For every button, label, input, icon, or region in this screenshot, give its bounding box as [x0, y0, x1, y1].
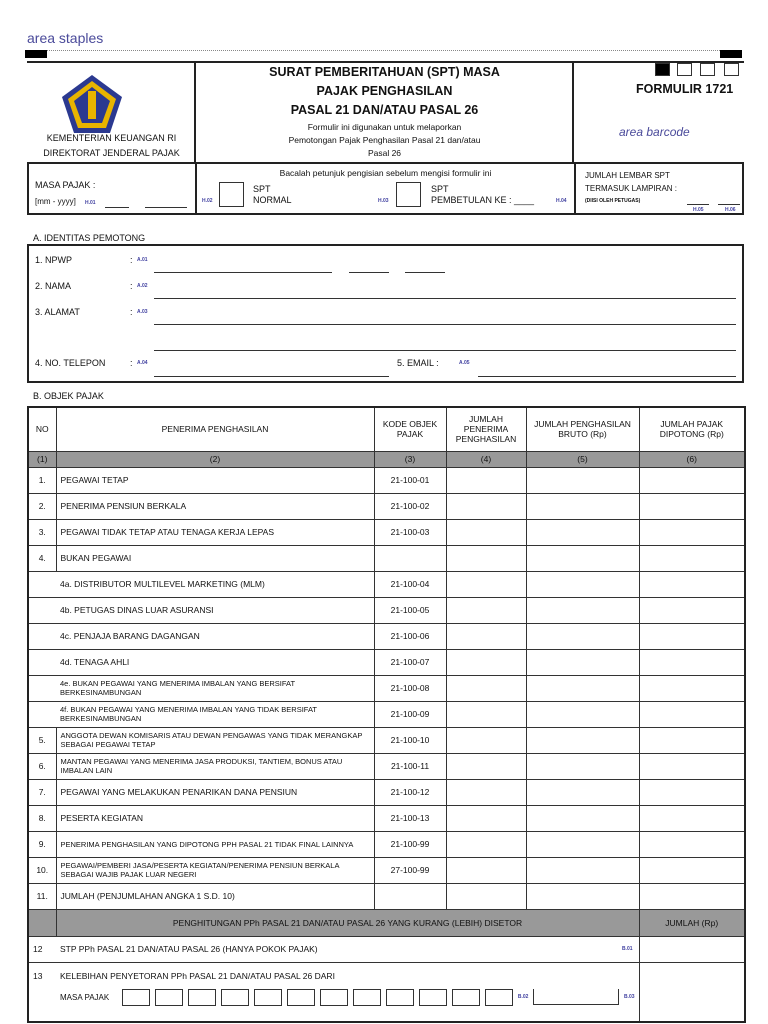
column-number: (6) — [639, 451, 745, 467]
row-jumlah-penerima[interactable] — [446, 883, 526, 909]
spt-label: SPT — [253, 184, 271, 194]
table-row — [28, 675, 745, 701]
row-no: 5. — [28, 727, 56, 753]
row-code: 21-100-02 — [374, 493, 446, 519]
row-no — [28, 623, 56, 649]
identitas-pemotong — [27, 244, 744, 383]
row-jumlah-penerima[interactable] — [446, 857, 526, 883]
form-description: Formulir ini digunakan untuk melaporkan — [307, 122, 462, 132]
row-code: 21-100-06 — [374, 623, 446, 649]
barcode-area: area barcode — [619, 125, 690, 139]
telepon-input[interactable] — [154, 376, 389, 377]
sheet-count-input[interactable] — [718, 204, 740, 205]
row-bruto[interactable] — [526, 753, 639, 779]
form-description: Pemotongan Pajak Penghasilan Pasal 21 dan/atau — [288, 135, 481, 145]
table-row — [28, 805, 745, 831]
column-number: (3) — [374, 451, 446, 467]
spt-normal-checkbox[interactable] — [219, 182, 244, 207]
jumlah-lembar-label: TERMASUK LAMPIRAN : — [585, 184, 678, 193]
row-bruto[interactable] — [526, 493, 639, 519]
row-no: 7. — [28, 779, 56, 805]
row-jumlah-penerima[interactable] — [446, 831, 526, 857]
row-bruto[interactable] — [526, 545, 639, 571]
row-bruto[interactable] — [526, 779, 639, 805]
row-bruto[interactable] — [526, 675, 639, 701]
telepon-label: 4. NO. TELEPON — [35, 358, 106, 368]
email-input[interactable] — [478, 376, 736, 377]
row-code: 21-100-07 — [374, 649, 446, 675]
row-bruto[interactable] — [526, 467, 639, 493]
row-desc: JUMLAH (PENJUMLAHAN ANGKA 1 S.D. 10) — [56, 883, 374, 909]
row-bruto[interactable] — [526, 727, 639, 753]
field-code: A.05 — [459, 360, 470, 366]
table-row — [28, 623, 745, 649]
row-12-amount[interactable] — [639, 936, 745, 962]
field-code: H.06 — [725, 207, 736, 213]
month-checkbox[interactable] — [254, 989, 282, 1006]
row-no: 8. — [28, 805, 56, 831]
row-dipotong[interactable] — [639, 883, 745, 909]
table-row — [28, 857, 745, 883]
masa-pajak-label: MASA PAJAK : — [35, 180, 96, 190]
table-row — [28, 493, 745, 519]
field-code: A.04 — [137, 360, 148, 366]
row-dipotong[interactable] — [639, 519, 745, 545]
row-desc: PEGAWAI TIDAK TETAP ATAU TENAGA KERJA LEPAS — [56, 519, 374, 545]
row-desc: 4f. BUKAN PEGAWAI YANG MENERIMA IMBALAN YANG TIDAK BERSIFAT BERKESINAMBUNGAN — [56, 701, 374, 727]
row-jumlah-penerima[interactable] — [446, 727, 526, 753]
row-jumlah-penerima[interactable] — [446, 545, 526, 571]
month-checkbox[interactable] — [122, 989, 150, 1006]
masa-pajak-label: MASA PAJAK — [60, 992, 110, 1002]
period-section — [27, 162, 744, 215]
row-jumlah-penerima[interactable] — [446, 675, 526, 701]
row-bruto[interactable] — [526, 805, 639, 831]
row-dipotong[interactable] — [639, 779, 745, 805]
npwp-input[interactable] — [349, 272, 389, 273]
row-desc: 4a. DISTRIBUTOR MULTILEVEL MARKETING (MLM) — [56, 571, 374, 597]
row-dipotong[interactable] — [639, 805, 745, 831]
row-jumlah-penerima[interactable] — [446, 779, 526, 805]
calc-header: PENGHITUNGAN PPh PASAL 21 DAN/ATAU PASAL 26 YANG KURANG (LEBIH) DISETOR — [56, 909, 639, 936]
spt-label: SPT — [431, 184, 449, 194]
row-code: 21-100-08 — [374, 675, 446, 701]
row-no: 11. — [28, 883, 56, 909]
field-code: H.04 — [556, 198, 567, 204]
row-12-desc: STP PPh PASAL 21 DAN/ATAU PASAL 26 (HANYA POKOK PAJAK) — [60, 944, 318, 954]
table-row — [28, 753, 745, 779]
calc-blank — [28, 909, 56, 936]
row-jumlah-penerima[interactable] — [446, 805, 526, 831]
month-checkbox[interactable] — [155, 989, 183, 1006]
row-jumlah-penerima[interactable] — [446, 519, 526, 545]
column-number: (5) — [526, 451, 639, 467]
row-dipotong[interactable] — [639, 701, 745, 727]
row-no: 13 — [28, 962, 56, 1022]
row-code: 21-100-13 — [374, 805, 446, 831]
row-13-desc: KELEBIHAN PENYETORAN PPh PASAL 21 DAN/ATAU PASAL 26 DARI — [60, 970, 335, 981]
npwp-input[interactable] — [405, 272, 445, 273]
field-code: H.03 — [378, 198, 389, 204]
area-staples-label: area staples — [27, 30, 104, 46]
row-dipotong[interactable] — [639, 831, 745, 857]
row-desc: ANGGOTA DEWAN KOMISARIS ATAU DEWAN PENGAWAS YANG TIDAK MERANGKAP SEBAGAI PEGAWAI TETAP — [56, 727, 374, 753]
year-input[interactable] — [533, 989, 618, 1005]
row-bruto[interactable] — [526, 623, 639, 649]
calc-amount-header: JUMLAH (Rp) — [639, 909, 745, 936]
row-desc: PENERIMA PENSIUN BERKALA — [56, 493, 374, 519]
row-desc: PEGAWAI YANG MELAKUKAN PENARIKAN DANA PENSIUN — [56, 779, 374, 805]
nama-label: 2. NAMA — [35, 281, 72, 291]
month-checkbox[interactable] — [485, 989, 513, 1006]
row-code: 21-100-09 — [374, 701, 446, 727]
row-bruto[interactable] — [526, 883, 639, 909]
row-dipotong[interactable] — [639, 571, 745, 597]
row-no: 9. — [28, 831, 56, 857]
row-dipotong[interactable] — [639, 545, 745, 571]
row-jumlah-penerima[interactable] — [446, 701, 526, 727]
row-no — [28, 675, 56, 701]
row-no — [28, 701, 56, 727]
row-code: 21-100-03 — [374, 519, 446, 545]
alamat-input[interactable] — [154, 324, 736, 325]
row-code: 27-100-99 — [374, 857, 446, 883]
colon: : — [130, 307, 133, 317]
row-13-amount[interactable] — [639, 962, 745, 1022]
row-no: 1. — [28, 467, 56, 493]
form-header — [27, 61, 744, 161]
row-code: 21-100-99 — [374, 831, 446, 857]
email-label: 5. EMAIL : — [397, 358, 439, 368]
field-code: B.01 — [621, 945, 633, 952]
row-no — [28, 597, 56, 623]
month-checkbox[interactable] — [188, 989, 216, 1006]
pembetulan-label[interactable]: PEMBETULAN KE : ____ — [431, 195, 535, 205]
form-description: Pasal 26 — [367, 148, 402, 158]
header-penerima: PENERIMA PENGHASILAN — [56, 407, 374, 451]
row-bruto[interactable] — [526, 597, 639, 623]
form-number: FORMULIR 1721 — [636, 82, 734, 96]
row-jumlah-penerima[interactable] — [446, 623, 526, 649]
table-row — [28, 701, 745, 727]
ministry-logo-icon — [60, 73, 124, 135]
table-row — [28, 467, 745, 493]
colon: : — [130, 255, 133, 265]
row-jumlah-penerima[interactable] — [446, 753, 526, 779]
row-code — [374, 883, 446, 909]
column-number: (1) — [28, 451, 56, 467]
section-a-title: A. IDENTITAS PEMOTONG — [33, 233, 146, 243]
row-bruto[interactable] — [526, 857, 639, 883]
row-dipotong[interactable] — [639, 649, 745, 675]
nama-input[interactable] — [154, 298, 736, 299]
row-bruto[interactable] — [526, 519, 639, 545]
month-checkbox[interactable] — [320, 989, 348, 1006]
row-bruto[interactable] — [526, 571, 639, 597]
row-no: 10. — [28, 857, 56, 883]
year-input[interactable] — [145, 207, 187, 208]
row-dipotong[interactable] — [639, 727, 745, 753]
field-code: B.02 — [517, 994, 529, 1000]
month-checkbox[interactable] — [221, 989, 249, 1006]
table-row — [28, 831, 745, 857]
row-desc: 4c. PENJAJA BARANG DAGANGAN — [56, 623, 374, 649]
colon: : — [130, 281, 133, 291]
header-bruto: JUMLAH PENGHASILAN BRUTO (Rp) — [526, 407, 639, 451]
column-number: (4) — [446, 451, 526, 467]
header-no: NO — [28, 407, 56, 451]
row-bruto[interactable] — [526, 649, 639, 675]
header-kode: KODE OBJEK PAJAK — [374, 407, 446, 451]
row-dipotong[interactable] — [639, 493, 745, 519]
staple-divider — [40, 50, 720, 51]
ministry-name: KEMENTERIAN KEUANGAN RI — [46, 133, 177, 143]
field-code: A.02 — [137, 283, 148, 289]
row-desc: 4d. TENAGA AHLI — [56, 649, 374, 675]
row-dipotong[interactable] — [639, 753, 745, 779]
field-code: A.01 — [137, 257, 148, 263]
objek-pajak-table — [27, 406, 746, 1023]
field-code: A.03 — [137, 309, 148, 315]
alamat-label: 3. ALAMAT — [35, 307, 80, 317]
row-no: 4. — [28, 545, 56, 571]
field-code: H.01 — [85, 200, 96, 206]
row-dipotong[interactable] — [639, 597, 745, 623]
header-jumlah-penerima: JUMLAH PENERIMA PENGHASILAN — [446, 407, 526, 451]
form-title-2: PAJAK PENGHASILAN — [316, 84, 453, 98]
field-code: H.05 — [693, 207, 704, 213]
row-desc: PEGAWAI TETAP — [56, 467, 374, 493]
corner-marker — [25, 50, 47, 58]
row-jumlah-penerima[interactable] — [446, 493, 526, 519]
row-no: 2. — [28, 493, 56, 519]
header-dipotong: JUMLAH PAJAK DIPOTONG (Rp) — [639, 407, 745, 451]
row-bruto[interactable] — [526, 701, 639, 727]
row-jumlah-penerima[interactable] — [446, 467, 526, 493]
month-checkbox[interactable] — [386, 989, 414, 1006]
row-code: 21-100-11 — [374, 753, 446, 779]
row-desc: 4b. PETUGAS DINAS LUAR ASURANSI — [56, 597, 374, 623]
table-row — [28, 545, 745, 571]
masa-pajak-format: [mm - yyyy] — [35, 197, 76, 206]
npwp-label: 1. NPWP — [35, 255, 73, 265]
section-b-title: B. OBJEK PAJAK — [33, 391, 104, 401]
row-code: 21-100-05 — [374, 597, 446, 623]
row-jumlah-penerima[interactable] — [446, 571, 526, 597]
row-no: 6. — [28, 753, 56, 779]
table-row — [28, 649, 745, 675]
table-row — [28, 571, 745, 597]
spt-pembetulan-checkbox[interactable] — [396, 182, 421, 207]
row-desc: PEGAWAI/PEMBERI JASA/PESERTA KEGIATAN/PENERIMA PENSIUN BERKALA SEBAGAI WAJIB PAJAK LUAR NEGERI — [56, 857, 374, 883]
row-no — [28, 649, 56, 675]
form-title-1: SURAT PEMBERITAHUAN (SPT) MASA — [269, 65, 500, 79]
alamat-input-2[interactable] — [154, 350, 736, 351]
month-checkbox[interactable] — [287, 989, 315, 1006]
instruction: Bacalah petunjuk pengisian sebelum mengisi formulir ini — [279, 168, 492, 178]
row-no — [28, 571, 56, 597]
table-row — [28, 597, 745, 623]
sheet-count-input[interactable] — [687, 204, 709, 205]
month-checkbox[interactable] — [353, 989, 381, 1006]
row-bruto[interactable] — [526, 831, 639, 857]
table-row — [28, 883, 745, 909]
petugas-note: (DIISI OLEH PETUGAS) — [585, 198, 641, 204]
row-dipotong[interactable] — [639, 675, 745, 701]
field-code: H.02 — [202, 198, 213, 204]
npwp-input[interactable] — [154, 272, 332, 273]
table-row — [28, 519, 745, 545]
row-desc: BUKAN PEGAWAI — [56, 545, 374, 571]
row-no: 3. — [28, 519, 56, 545]
row-code: 21-100-04 — [374, 571, 446, 597]
row-jumlah-penerima[interactable] — [446, 597, 526, 623]
row-desc: PENERIMA PENGHASILAN YANG DIPOTONG PPH PASAL 21 TIDAK FINAL LAINNYA — [56, 831, 374, 857]
field-code: B.03 — [623, 994, 635, 1000]
row-desc: PESERTA KEGIATAN — [56, 805, 374, 831]
normal-label: NORMAL — [253, 195, 292, 205]
row-desc: 4e. BUKAN PEGAWAI YANG MENERIMA IMBALAN YANG BERSIFAT BERKESINAMBUNGAN — [56, 675, 374, 701]
row-code: 21-100-10 — [374, 727, 446, 753]
row-code — [374, 545, 446, 571]
month-checkbox[interactable] — [452, 989, 480, 1006]
row-code: 21-100-01 — [374, 467, 446, 493]
row-dipotong[interactable] — [639, 857, 745, 883]
jumlah-lembar-label: JUMLAH LEMBAR SPT — [585, 171, 670, 180]
row-code: 21-100-12 — [374, 779, 446, 805]
row-dipotong[interactable] — [639, 623, 745, 649]
column-number: (2) — [56, 451, 374, 467]
month-checkbox[interactable] — [419, 989, 447, 1006]
row-dipotong[interactable] — [639, 467, 745, 493]
corner-marker — [720, 50, 742, 58]
table-row — [28, 779, 745, 805]
row-jumlah-penerima[interactable] — [446, 649, 526, 675]
table-row — [28, 727, 745, 753]
form-title-3: PASAL 21 DAN/ATAU PASAL 26 — [290, 103, 479, 117]
row-desc: MANTAN PEGAWAI YANG MENERIMA JASA PRODUKSI, TANTIEM, BONUS ATAU IMBALAN LAIN — [56, 753, 374, 779]
month-input[interactable] — [105, 207, 129, 208]
row-no: 12 — [28, 936, 56, 962]
directorate-name: DIREKTORAT JENDERAL PAJAK — [43, 148, 180, 158]
colon: : — [130, 358, 133, 368]
